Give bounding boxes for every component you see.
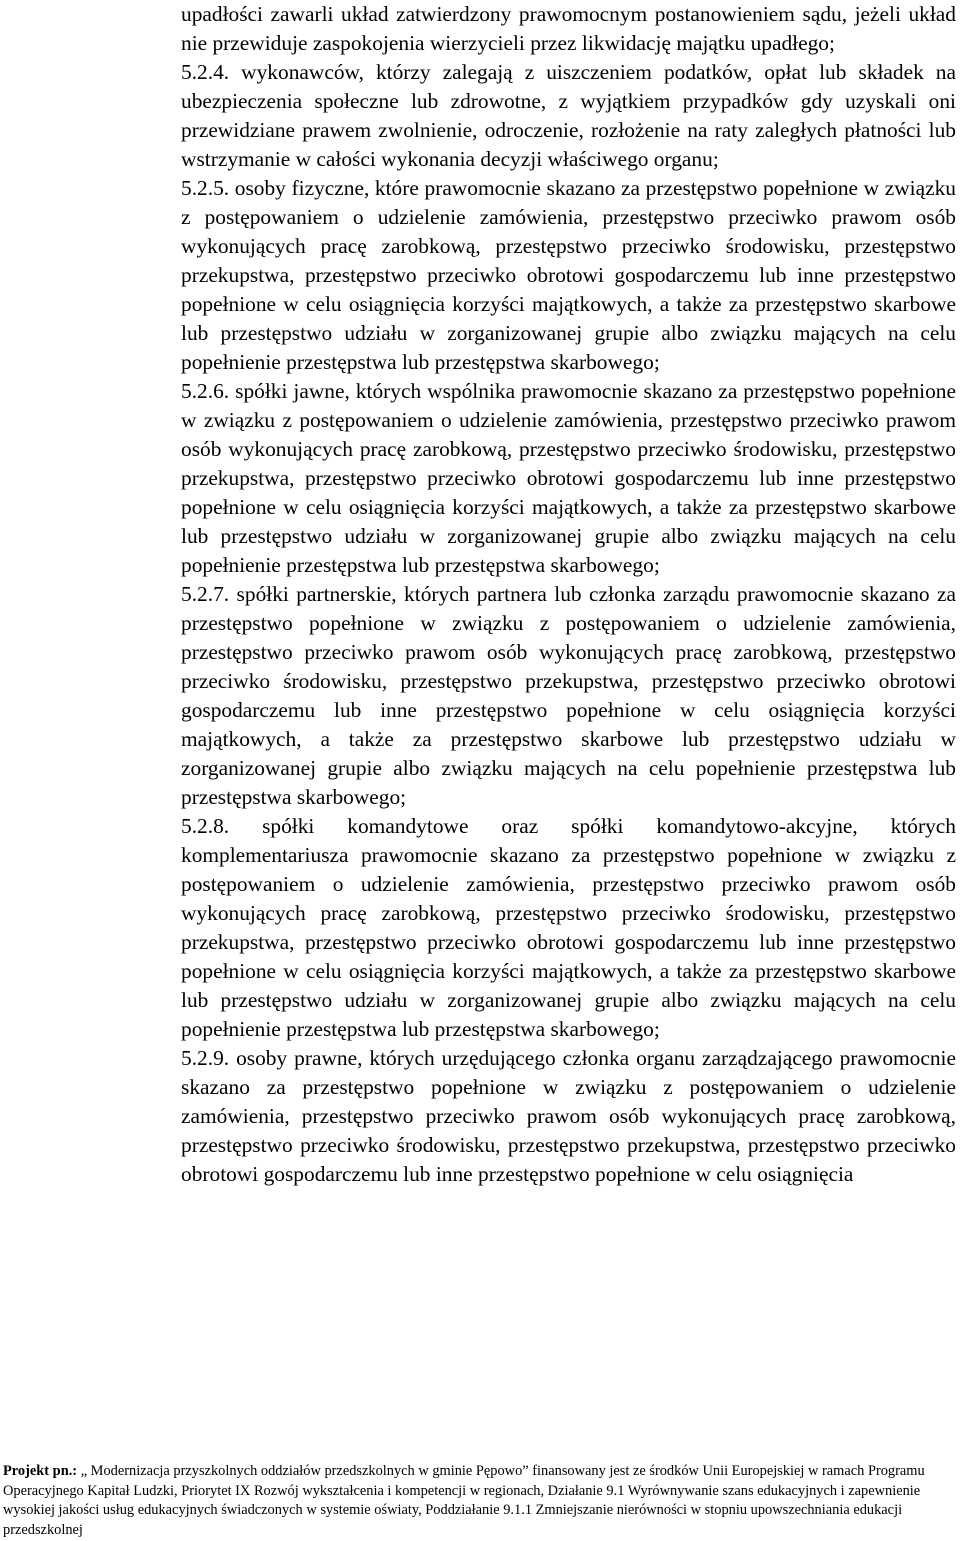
paragraph-number: 5.2.9. (181, 1046, 230, 1070)
paragraph-5-2-4 (181, 58, 956, 174)
paragraph-number: 5.2.7. (181, 582, 230, 606)
paragraph-text: spółki komandytowe oraz spółki komandytowo-akcyjne, których komplementariusza prawomocnie skazano za przestępstwo popełnione w związku z postępowaniem o udzielenie zamówienia, przestępstwo przeciwko prawom osób wykonujących pracę zarobkową, przestępstwo przeciwko środowisku, przestępstwo przekupstwa, przestępstwo przeciwko obrotowi gospodarczemu lub inne przestępstwo popełnione w celu osiągnięcia korzyści majątkowych, a także za przestępstwo skarbowe lub przestępstwo udziału w zorganizowanej grupie albo związku mających na celu popełnienie przestępstwa lub przestępstwa skarbowego; (181, 814, 956, 1041)
document-body (181, 0, 956, 1189)
paragraph-number: 5.2.5. (181, 176, 230, 200)
paragraph-text: upadłości zawarli układ zatwierdzony prawomocnym postanowieniem sądu, jeżeli układ nie przewiduje zaspokojenia wierzycieli przez likwidację majątku upadłego; (181, 2, 956, 55)
footer-text: „ Modernizacja przyszkolnych oddziałów przedszkolnych w gminie Pępowo” finansowany jest ze środków Unii Europejskiej w ramach Programu Operacyjnego Kapitał Ludzki, Priorytet IX Rozwój wykształcenia i kompetencji w regionach, Działanie 9.1 Wyrównywanie szans edukacyjnych i zapewnienie wysokiej jakości usług edukacyjnych świadczonych w systemie oświaty, Poddziałanie 9.1.1 Zmniejszanie nierówności w stopniu upowszechniania edukacji przedszkolnej (3, 1463, 925, 1538)
paragraph-5-2-8 (181, 812, 956, 1044)
paragraph-number: 5.2.6. (181, 379, 230, 403)
paragraph-5-2-9 (181, 1044, 956, 1189)
paragraph-text: wykonawców, którzy zalegają z uiszczeniem podatków, opłat lub składek na ubezpieczenia społeczne lub zdrowotne, z wyjątkiem przypadków gdy uzyskali oni przewidziane prawem zwolnienie, odroczenie, rozłożenie na raty zaległych płatności lub wstrzymanie w całości wykonania decyzji właściwego organu; (181, 60, 956, 171)
project-footer (3, 1462, 958, 1540)
paragraph-text: osoby prawne, których urzędującego członka organu zarządzającego prawomocnie skazano za przestępstwo popełnione w związku z postępowaniem o udzielenie zamówienia, przestępstwo przeciwko prawom osób wykonujących pracę zarobkową, przestępstwo przeciwko środowisku, przestępstwo przekupstwa, przestępstwo przeciwko obrotowi gospodarczemu lub inne przestępstwo popełnione w celu osiągnięcia (181, 1046, 956, 1186)
footer-label: Projekt pn.: (3, 1463, 78, 1479)
paragraph-5-2-7 (181, 580, 956, 812)
paragraph-continuation (181, 0, 956, 58)
paragraph-5-2-6 (181, 377, 956, 580)
paragraph-number: 5.2.4. (181, 60, 230, 84)
paragraph-text: spółki jawne, których wspólnika prawomocnie skazano za przestępstwo popełnione w związku z postępowaniem o udzielenie zamówienia, przestępstwo przeciwko prawom osób wykonujących pracę zarobkową, przestępstwo przeciwko środowisku, przestępstwo przekupstwa, przestępstwo przeciwko obrotowi gospodarczemu lub inne przestępstwo popełnione w celu osiągnięcia korzyści majątkowych, a także za przestępstwo skarbowe lub przestępstwo udziału w zorganizowanej grupie albo związku mających na celu popełnienie przestępstwa lub przestępstwa skarbowego; (181, 379, 956, 577)
paragraph-5-2-5 (181, 174, 956, 377)
paragraph-text: osoby fizyczne, które prawomocnie skazano za przestępstwo popełnione w związku z postępowaniem o udzielenie zamówienia, przestępstwo przeciwko prawom osób wykonujących pracę zarobkową, przestępstwo przeciwko środowisku, przestępstwo przekupstwa, przestępstwo przeciwko obrotowi gospodarczemu lub inne przestępstwo popełnione w celu osiągnięcia korzyści majątkowych, a także za przestępstwo skarbowe lub przestępstwo udziału w zorganizowanej grupie albo związku mających na celu popełnienie przestępstwa lub przestępstwa skarbowego; (181, 176, 956, 374)
paragraph-number: 5.2.8. (181, 814, 230, 838)
paragraph-text: spółki partnerskie, których partnera lub członka zarządu prawomocnie skazano za przestępstwo popełnione w związku z postępowaniem o udzielenie zamówienia, przestępstwo przeciwko prawom osób wykonujących pracę zarobkową, przestępstwo przeciwko środowisku, przestępstwo przekupstwa, przestępstwo przeciwko obrotowi gospodarczemu lub inne przestępstwo popełnione w celu osiągnięcia korzyści majątkowych, a także za przestępstwo skarbowe lub przestępstwo udziału w zorganizowanej grupie albo związku mających na celu popełnienie przestępstwa lub przestępstwa skarbowego; (181, 582, 956, 809)
